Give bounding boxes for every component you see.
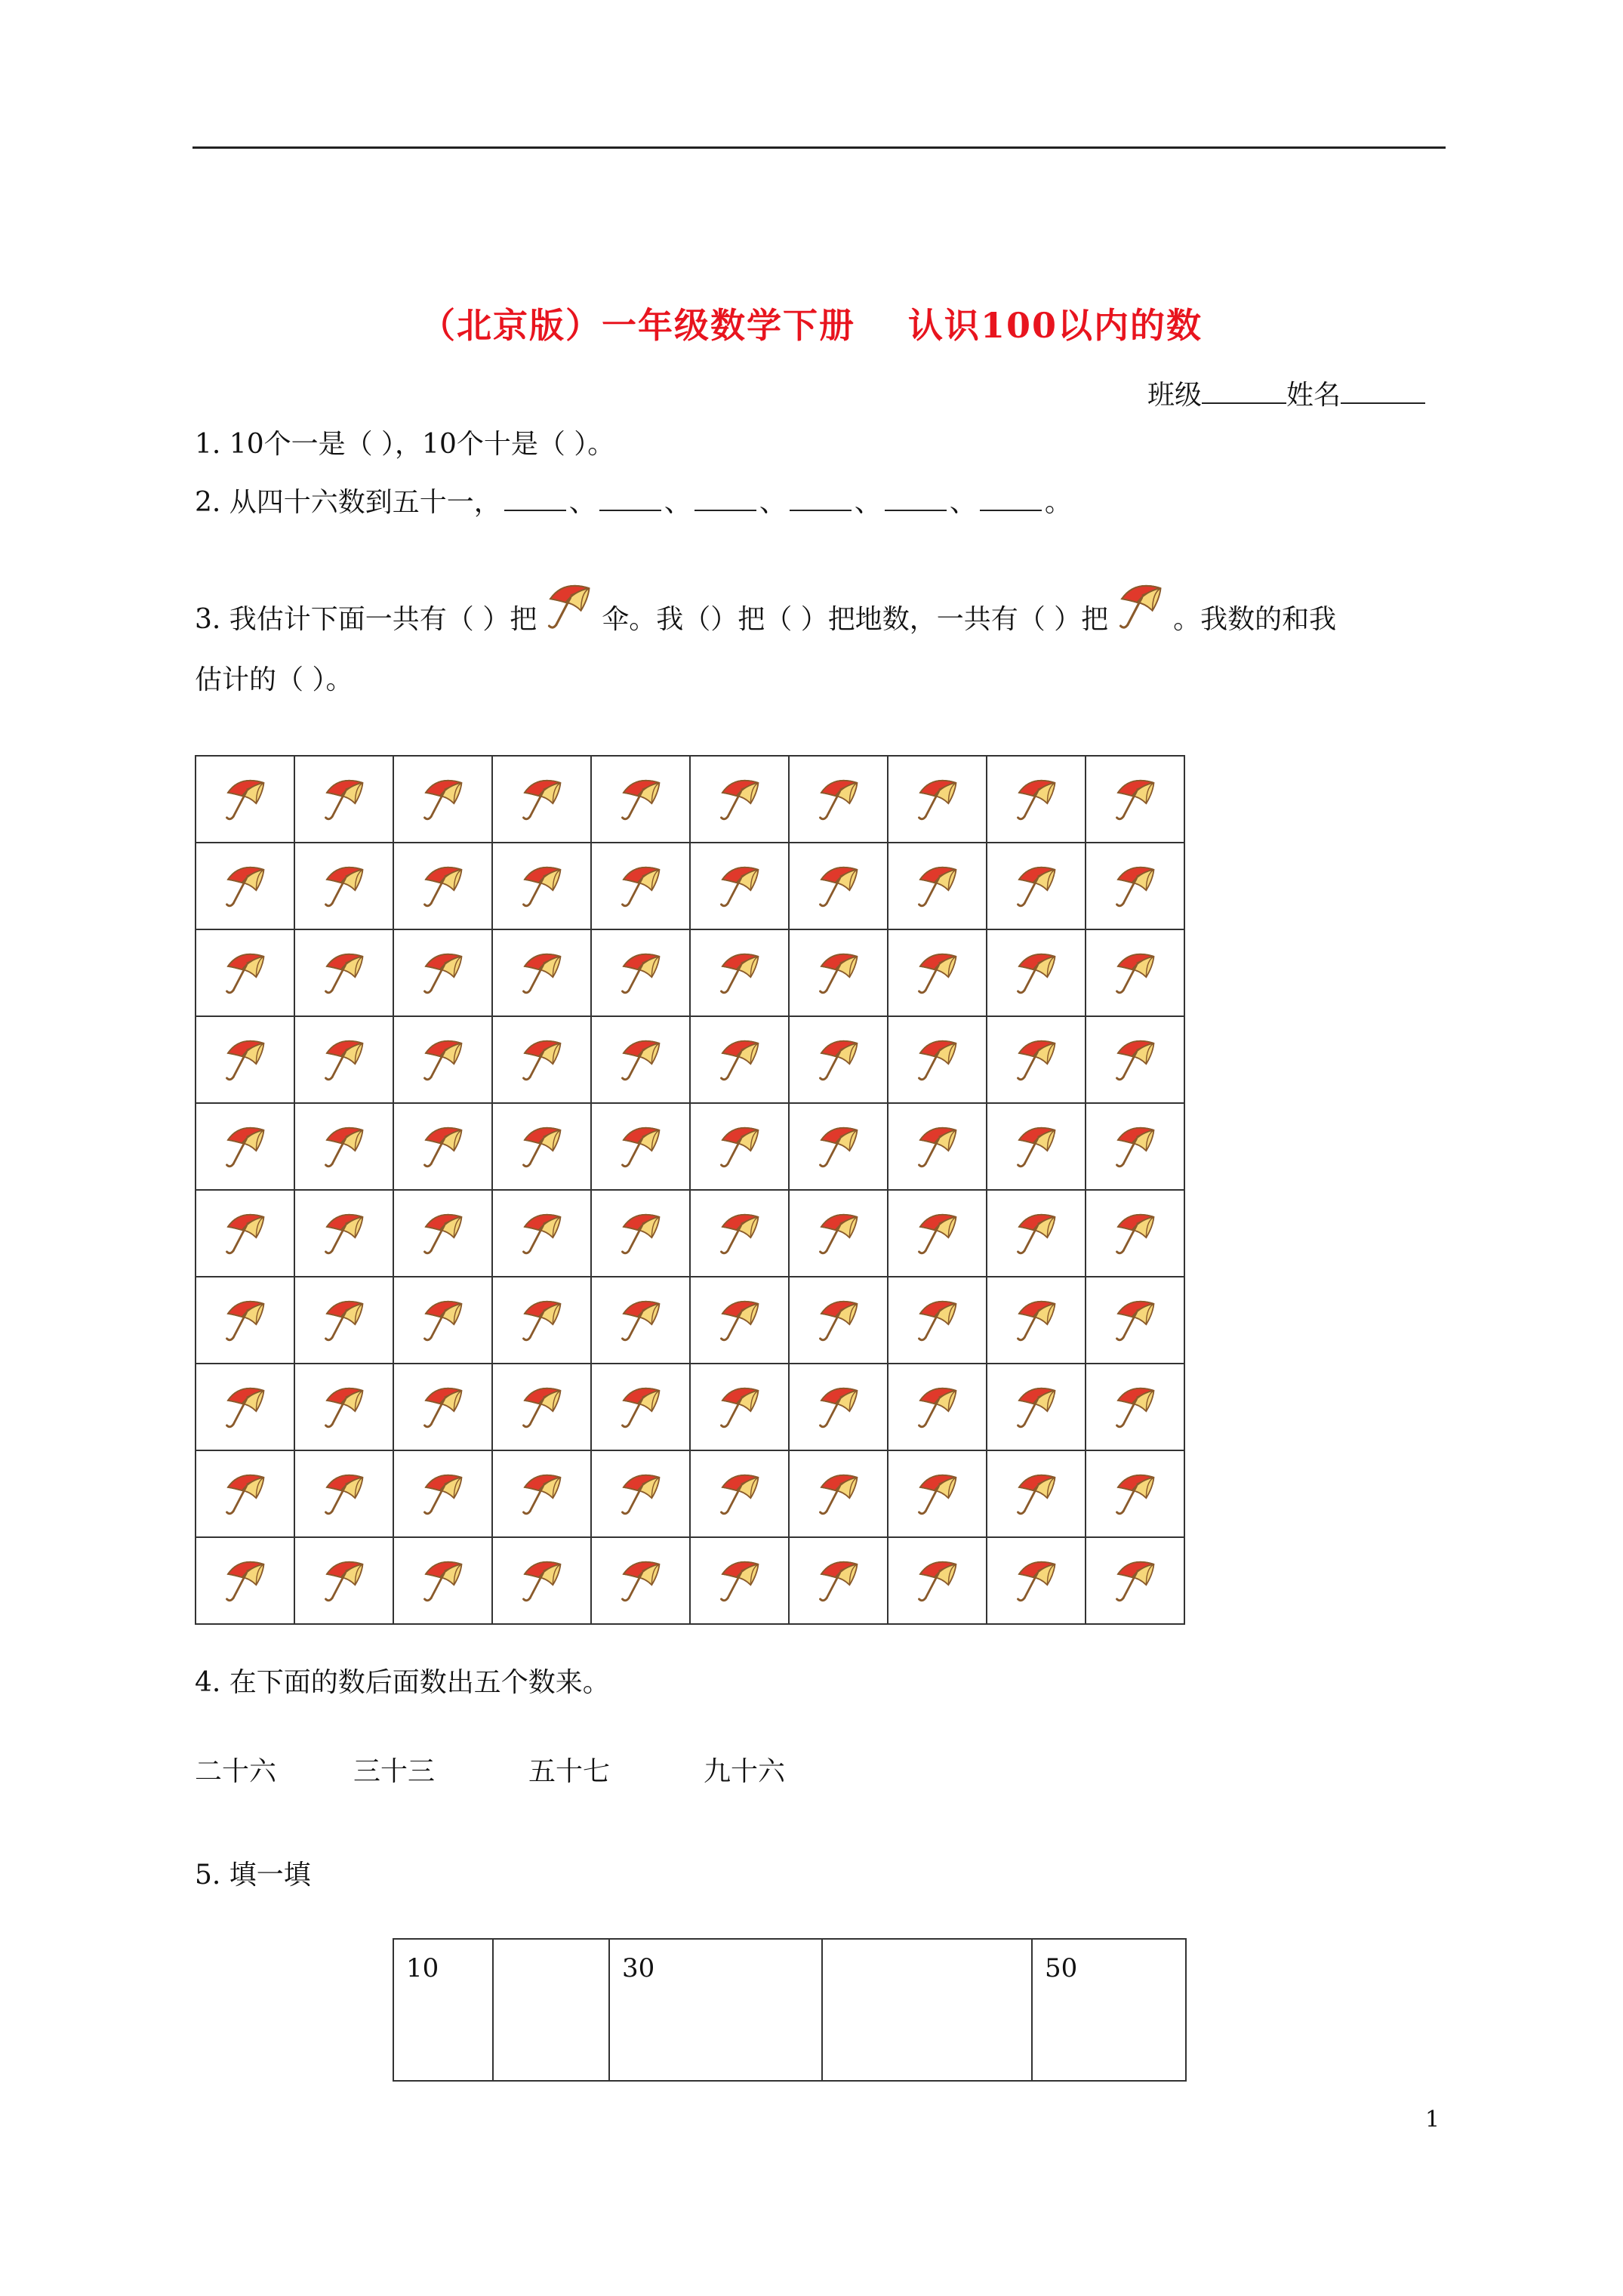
umbrella-icon (317, 1292, 371, 1346)
grid-cell (196, 1016, 294, 1103)
grid-cell (888, 1103, 987, 1190)
grid-cell (690, 1364, 789, 1450)
grid-cell (1086, 1450, 1184, 1537)
umbrella-grid (195, 755, 1185, 1625)
grid-cell (492, 843, 591, 929)
umbrella-icon (1108, 1118, 1163, 1173)
title-part2: 认识100以内的数 (907, 305, 1203, 346)
umbrella-icon (713, 1379, 767, 1433)
q2-blank-1[interactable] (504, 487, 566, 511)
grid-cell (888, 1016, 987, 1103)
grid-cell (1086, 929, 1184, 1016)
grid-cell (591, 1537, 690, 1624)
grid-cell (888, 1364, 987, 1450)
page-title (0, 298, 1623, 348)
grid-cell (591, 1364, 690, 1450)
grid-cell (591, 1450, 690, 1537)
umbrella-icon (515, 1031, 569, 1086)
grid-cell (196, 1190, 294, 1277)
grid-cell (987, 1537, 1086, 1624)
grid-row (196, 1450, 1184, 1537)
grid-cell (492, 756, 591, 843)
umbrella-icon (218, 771, 273, 825)
umbrella-icon (910, 945, 965, 999)
umbrella-icon (317, 1031, 371, 1086)
grid-cell (1086, 1537, 1184, 1624)
umbrella-icon (416, 1118, 470, 1173)
grid-row (196, 1364, 1184, 1450)
q2-sep: 、 (759, 487, 787, 518)
q2-sep: 、 (949, 487, 977, 518)
umbrella-icon (317, 945, 371, 999)
grid-cell (393, 1190, 492, 1277)
umbrella-icon (1009, 1552, 1064, 1607)
umbrella-icon (614, 1552, 668, 1607)
grid-cell (393, 1103, 492, 1190)
question-4: 4. 在下面的数后面数出五个数来。 (195, 1667, 610, 1698)
grid-row (196, 1537, 1184, 1624)
fill-cell[interactable] (822, 1939, 1032, 2081)
umbrella-icon (910, 1031, 965, 1086)
umbrella-icon (713, 1118, 767, 1173)
umbrella-icon (317, 771, 371, 825)
question-3 (195, 574, 1336, 636)
grid-cell (294, 1277, 393, 1364)
grid-cell (1086, 756, 1184, 843)
q2-blank-5[interactable] (885, 487, 947, 511)
umbrella-icon (713, 858, 767, 912)
umbrella-icon (713, 1552, 767, 1607)
umbrella-icon (614, 1118, 668, 1173)
grid-cell (393, 1450, 492, 1537)
grid-cell (1086, 843, 1184, 929)
umbrella-icon (416, 771, 470, 825)
grid-cell (492, 1277, 591, 1364)
q3-text-b: 伞。我（）把（ ）把地数，一共有（ ）把 (602, 604, 1109, 635)
umbrella-icon (218, 1379, 273, 1433)
umbrella-icon (812, 1292, 866, 1346)
grid-cell (393, 1364, 492, 1450)
fill-cell: 30 (609, 1939, 822, 2081)
umbrella-icon (218, 1118, 273, 1173)
umbrella-icon (1108, 1205, 1163, 1259)
umbrella-icon (218, 1292, 273, 1346)
umbrella-icon (1108, 858, 1163, 912)
umbrella-icon (713, 1205, 767, 1259)
grid-cell (690, 1277, 789, 1364)
number-word: 三十三 (353, 1756, 436, 1787)
umbrella-icon (1108, 1552, 1163, 1607)
grid-cell (789, 1450, 888, 1537)
grid-cell (492, 1103, 591, 1190)
question-5: 5. 填一填 (195, 1860, 311, 1891)
grid-cell (393, 1016, 492, 1103)
umbrella-icon (515, 771, 569, 825)
grid-cell (987, 1364, 1086, 1450)
umbrella-icon (812, 1465, 866, 1520)
top-rule (192, 146, 1446, 149)
q3-text-a: 3. 我估计下面一共有（ ）把 (195, 604, 537, 635)
grid-row (196, 1190, 1184, 1277)
q2-blank-3[interactable] (694, 487, 756, 511)
umbrella-icon (1108, 1292, 1163, 1346)
grid-cell (1086, 1016, 1184, 1103)
grid-cell (987, 756, 1086, 843)
umbrella-icon (812, 771, 866, 825)
grid-cell (888, 843, 987, 929)
umbrella-icon (218, 1205, 273, 1259)
umbrella-icon (910, 1465, 965, 1520)
grid-cell (789, 929, 888, 1016)
grid-cell (888, 1277, 987, 1364)
umbrella-icon (910, 1205, 965, 1259)
grid-cell (987, 1103, 1086, 1190)
umbrella-icon (1009, 1465, 1064, 1520)
grid-cell (294, 1537, 393, 1624)
grid-cell (789, 1016, 888, 1103)
umbrella-icon (515, 945, 569, 999)
umbrella-icon (1108, 1031, 1163, 1086)
umbrella-icon (614, 858, 668, 912)
grid-cell (789, 1190, 888, 1277)
umbrella-icon (515, 1465, 569, 1520)
umbrella-icon (1009, 1292, 1064, 1346)
grid-cell (294, 1016, 393, 1103)
q2-sep: 、 (664, 487, 691, 518)
q2-blank-4[interactable] (790, 487, 852, 511)
grid-cell (196, 843, 294, 929)
grid-cell (393, 843, 492, 929)
umbrella-icon (1108, 945, 1163, 999)
class-label: 班级 (1147, 380, 1203, 411)
umbrella-icon (416, 1465, 470, 1520)
grid-cell (690, 1190, 789, 1277)
grid-cell (294, 1364, 393, 1450)
q2-sep: 、 (854, 487, 882, 518)
grid-cell (196, 756, 294, 843)
grid-cell (888, 1190, 987, 1277)
grid-cell (294, 843, 393, 929)
q2-sep: 、 (568, 487, 596, 518)
page-number: 1 (1425, 2106, 1440, 2133)
grid-row (196, 756, 1184, 843)
umbrella-icon (218, 1465, 273, 1520)
grid-cell (1086, 1103, 1184, 1190)
grid-cell (196, 1450, 294, 1537)
umbrella-icon (910, 858, 965, 912)
umbrella-icon (416, 1031, 470, 1086)
grid-cell (294, 756, 393, 843)
umbrella-icon (317, 1118, 371, 1173)
grid-cell (196, 1364, 294, 1450)
umbrella-icon (812, 1205, 866, 1259)
fill-cell: 10 (393, 1939, 493, 2081)
grid-cell (987, 1277, 1086, 1364)
umbrella-icon (1009, 1379, 1064, 1433)
umbrella-icon (218, 858, 273, 912)
grid-cell (789, 756, 888, 843)
umbrella-icon (910, 1292, 965, 1346)
grid-cell (987, 1450, 1086, 1537)
grid-row (196, 1016, 1184, 1103)
umbrella-icon (515, 1292, 569, 1346)
grid-cell (789, 1103, 888, 1190)
grid-cell (888, 756, 987, 843)
grid-cell (591, 756, 690, 843)
umbrella-icon (515, 858, 569, 912)
umbrella-icon (910, 1118, 965, 1173)
grid-cell (690, 1103, 789, 1190)
umbrella-icon (218, 1552, 273, 1607)
umbrella-icon (1009, 771, 1064, 825)
name-blank[interactable] (1341, 380, 1425, 404)
q2-blank-6[interactable] (980, 487, 1042, 511)
name-label: 姓名 (1286, 380, 1341, 411)
fill-cell: 50 (1032, 1939, 1186, 2081)
umbrella-icon (812, 858, 866, 912)
umbrella-icon (317, 1205, 371, 1259)
umbrella-icon (317, 1552, 371, 1607)
grid-cell (591, 843, 690, 929)
umbrella-icon (910, 1552, 965, 1607)
umbrella-icon (317, 1465, 371, 1520)
umbrella-icon (1009, 1118, 1064, 1173)
grid-cell (1086, 1277, 1184, 1364)
umbrella-icon (614, 771, 668, 825)
grid-cell (690, 1016, 789, 1103)
umbrella-icon (416, 1205, 470, 1259)
umbrella-icon (218, 945, 273, 999)
umbrella-icon (713, 945, 767, 999)
grid-cell (888, 1450, 987, 1537)
grid-cell (492, 1450, 591, 1537)
question-1: 1. 10个一是（ ），10个十是（ ）。 (195, 429, 615, 460)
umbrella-icon (910, 1379, 965, 1433)
umbrella-icon (812, 1118, 866, 1173)
umbrella-icon (614, 1205, 668, 1259)
grid-cell (492, 1190, 591, 1277)
grid-cell (1086, 1190, 1184, 1277)
umbrella-icon (515, 1118, 569, 1173)
fill-cell[interactable] (493, 1939, 609, 2081)
grid-cell (393, 1277, 492, 1364)
grid-cell (591, 1103, 690, 1190)
class-name-line (1147, 374, 1425, 412)
grid-row (196, 843, 1184, 929)
umbrella-icon (416, 1552, 470, 1607)
umbrella-icon (812, 1379, 866, 1433)
umbrella-icon (812, 1031, 866, 1086)
umbrella-icon (1009, 858, 1064, 912)
grid-cell (393, 929, 492, 1016)
q2-end: 。 (1044, 487, 1072, 518)
grid-cell (393, 1537, 492, 1624)
grid-cell (987, 929, 1086, 1016)
grid-cell (1086, 1364, 1184, 1450)
umbrella-icon (1108, 1465, 1163, 1520)
q3-text-c: 。我数的和我 (1173, 604, 1337, 635)
grid-cell (591, 1016, 690, 1103)
grid-cell (690, 843, 789, 929)
umbrella-icon (1108, 771, 1163, 825)
grid-cell (492, 1537, 591, 1624)
umbrella-icon (614, 945, 668, 999)
umbrella-icon (713, 1292, 767, 1346)
grid-cell (294, 929, 393, 1016)
grid-cell (196, 1103, 294, 1190)
umbrella-icon (515, 1205, 569, 1259)
grid-cell (492, 1364, 591, 1450)
grid-cell (393, 756, 492, 843)
grid-cell (492, 1016, 591, 1103)
umbrella-icon (317, 1379, 371, 1433)
grid-cell (196, 1537, 294, 1624)
grid-cell (690, 756, 789, 843)
umbrella-icon (713, 771, 767, 825)
umbrella-icon (614, 1379, 668, 1433)
grid-cell (987, 1190, 1086, 1277)
q3-text-d: 估计的（ ）。 (195, 664, 353, 695)
umbrella-icon (1108, 1379, 1163, 1433)
umbrella-icon (614, 1292, 668, 1346)
grid-cell (888, 1537, 987, 1624)
umbrella-icon (713, 1465, 767, 1520)
number-word: 二十六 (195, 1756, 277, 1787)
q2-blank-2[interactable] (599, 487, 661, 511)
umbrella-icon (515, 1379, 569, 1433)
title-part1: （北京版）一年级数学下册 (420, 305, 855, 346)
grid-cell (789, 843, 888, 929)
grid-row (196, 1277, 1184, 1364)
umbrella-icon (540, 574, 599, 636)
grid-cell (789, 1364, 888, 1450)
grid-cell (492, 929, 591, 1016)
umbrella-icon (910, 771, 965, 825)
umbrella-icon (218, 1031, 273, 1086)
number-word: 九十六 (704, 1756, 786, 1787)
grid-row (196, 1103, 1184, 1190)
question-2 (195, 481, 1072, 519)
umbrella-icon (1009, 1031, 1064, 1086)
umbrella-icon (812, 945, 866, 999)
grid-cell (196, 929, 294, 1016)
umbrella-icon (416, 1292, 470, 1346)
grid-cell (789, 1537, 888, 1624)
grid-cell (294, 1103, 393, 1190)
grid-cell (294, 1190, 393, 1277)
umbrella-icon (1111, 574, 1170, 636)
grid-row (196, 929, 1184, 1016)
grid-cell (591, 929, 690, 1016)
class-blank[interactable] (1202, 380, 1286, 404)
umbrella-icon (1009, 945, 1064, 999)
number-word: 五十七 (528, 1756, 611, 1787)
grid-cell (591, 1190, 690, 1277)
umbrella-icon (713, 1031, 767, 1086)
number-words (195, 1750, 785, 1789)
umbrella-icon (515, 1552, 569, 1607)
umbrella-icon (1009, 1205, 1064, 1259)
grid-cell (591, 1277, 690, 1364)
umbrella-icon (812, 1552, 866, 1607)
fill-table (393, 1938, 1187, 2082)
grid-cell (987, 843, 1086, 929)
umbrella-icon (416, 945, 470, 999)
grid-cell (888, 929, 987, 1016)
grid-cell (690, 1450, 789, 1537)
grid-cell (196, 1277, 294, 1364)
grid-cell (294, 1450, 393, 1537)
q2-prefix: 2. 从四十六数到五十一， (195, 487, 501, 518)
umbrella-icon (416, 1379, 470, 1433)
umbrella-icon (614, 1031, 668, 1086)
umbrella-icon (614, 1465, 668, 1520)
umbrella-icon (416, 858, 470, 912)
umbrella-icon (317, 858, 371, 912)
grid-cell (690, 1537, 789, 1624)
grid-cell (789, 1277, 888, 1364)
grid-cell (690, 929, 789, 1016)
grid-cell (987, 1016, 1086, 1103)
